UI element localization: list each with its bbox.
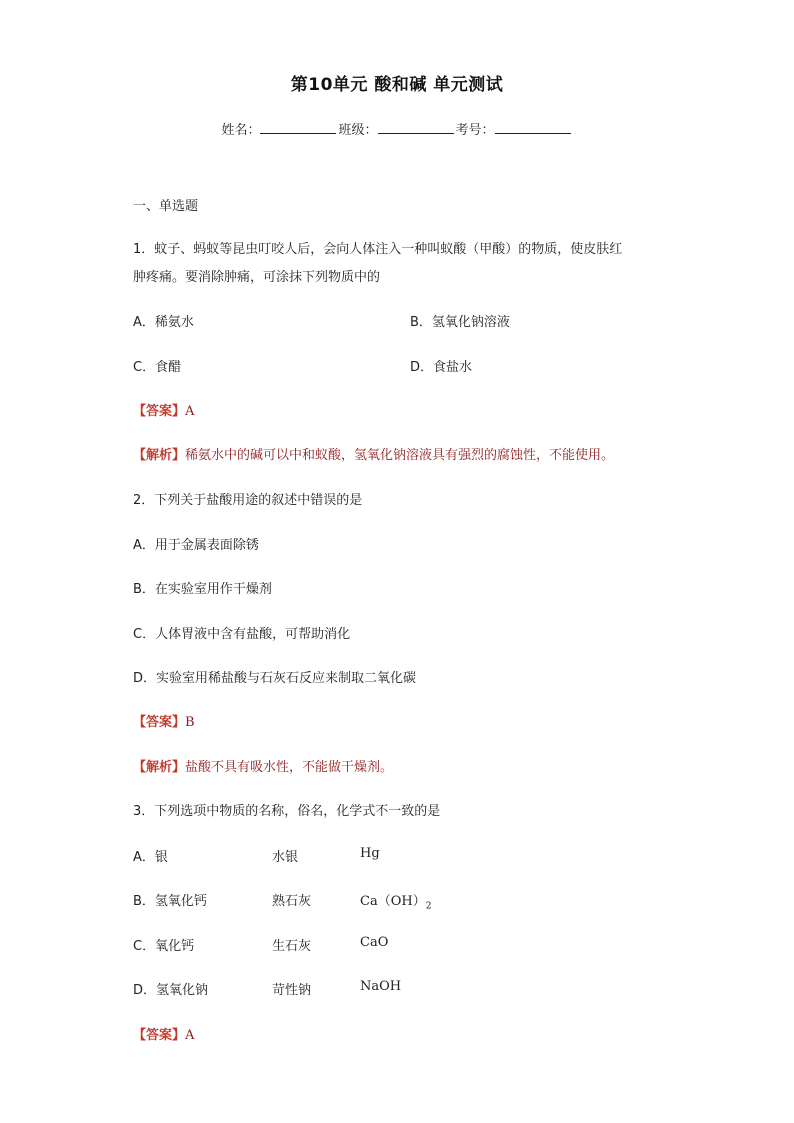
q1-stem-line2: 肿疼痛。要消除肿痛，可涂抹下列物质中的 xyxy=(133,270,381,285)
q3-row-d-formula: NaOH xyxy=(360,979,402,994)
q1-option-b: B．氢氧化钠溶液 xyxy=(410,315,510,330)
section-heading: 一、单选题 xyxy=(133,199,199,214)
q1-option-c: C．食醋 xyxy=(133,360,182,375)
analysis-tag: 【解析】 xyxy=(133,448,186,463)
q3-stem: 3．下列选项中物质的名称，俗名，化学式不一致的是 xyxy=(133,804,441,819)
q2-option-c: C．人体胃液中含有盐酸，可帮助消化 xyxy=(133,627,351,642)
q2-analysis-text: 盐酸不具有吸水性，不能做干燥剂。 xyxy=(185,760,394,775)
q1-stem-line1: 1．蚊子、蚂蚁等昆虫叮咬人后，会向人体注入一种叫蚁酸（甲酸）的物质，使皮肤红 xyxy=(133,242,623,257)
q3-answer-value: A xyxy=(185,1028,195,1043)
q1-option-a: A．稀氨水 xyxy=(133,315,194,330)
q2-option-a: A．用于金属表面除锈 xyxy=(133,538,259,553)
answer-tag: 【答案】 xyxy=(133,715,186,730)
q1-answer-value: A xyxy=(185,404,195,419)
q3-row-c-name: C．氧化钙 xyxy=(133,939,195,954)
student-info-line xyxy=(0,119,794,138)
q2-answer-value: B xyxy=(185,715,195,730)
q2-answer xyxy=(133,711,195,730)
answer-tag: 【答案】 xyxy=(133,404,186,419)
q3-row-d-name: D．氢氧化钠 xyxy=(133,983,209,998)
q2-stem: 2．下列关于盐酸用途的叙述中错误的是 xyxy=(133,493,363,508)
q3-row-a-formula: Hg xyxy=(360,846,380,861)
answer-tag: 【答案】 xyxy=(133,1028,186,1043)
q3-row-c-formula: CaO xyxy=(360,935,389,950)
q2-option-d: D．实验室用稀盐酸与石灰石反应来制取二氧化碳 xyxy=(133,671,417,686)
q3-row-a-name: A．银 xyxy=(133,850,168,865)
name-blank[interactable] xyxy=(260,132,336,134)
q3-row-b-formula-main: Ca（OH） xyxy=(360,894,426,909)
q3-row-b-formula-sub: 2 xyxy=(425,901,432,912)
class-label: 班级： xyxy=(338,123,378,138)
q3-row-b-common: 熟石灰 xyxy=(272,894,312,909)
q1-analysis xyxy=(133,444,614,463)
q1-analysis-text: 稀氨水中的碱可以中和蚁酸，氢氧化钠溶液具有强烈的腐蚀性，不能使用。 xyxy=(185,448,615,463)
q2-analysis xyxy=(133,756,393,775)
q3-row-d-common: 苛性钠 xyxy=(272,983,312,998)
exam-number-label: 考号： xyxy=(455,123,495,138)
page-title: 第10单元 酸和碱 单元测试 xyxy=(290,75,504,95)
q1-answer xyxy=(133,400,194,419)
q2-option-b: B．在实验室用作干燥剂 xyxy=(133,582,272,597)
analysis-tag: 【解析】 xyxy=(133,760,186,775)
class-blank[interactable] xyxy=(378,132,454,134)
q3-row-b-formula xyxy=(360,890,431,912)
exam-number-blank[interactable] xyxy=(495,132,571,134)
q3-answer xyxy=(133,1024,194,1043)
q3-row-c-common: 生石灰 xyxy=(272,939,312,954)
q3-row-a-common: 水银 xyxy=(272,850,299,865)
q3-row-b-name: B．氢氧化钙 xyxy=(133,894,207,909)
q1-option-d: D．食盐水 xyxy=(410,360,473,375)
name-label: 姓名： xyxy=(221,123,261,138)
